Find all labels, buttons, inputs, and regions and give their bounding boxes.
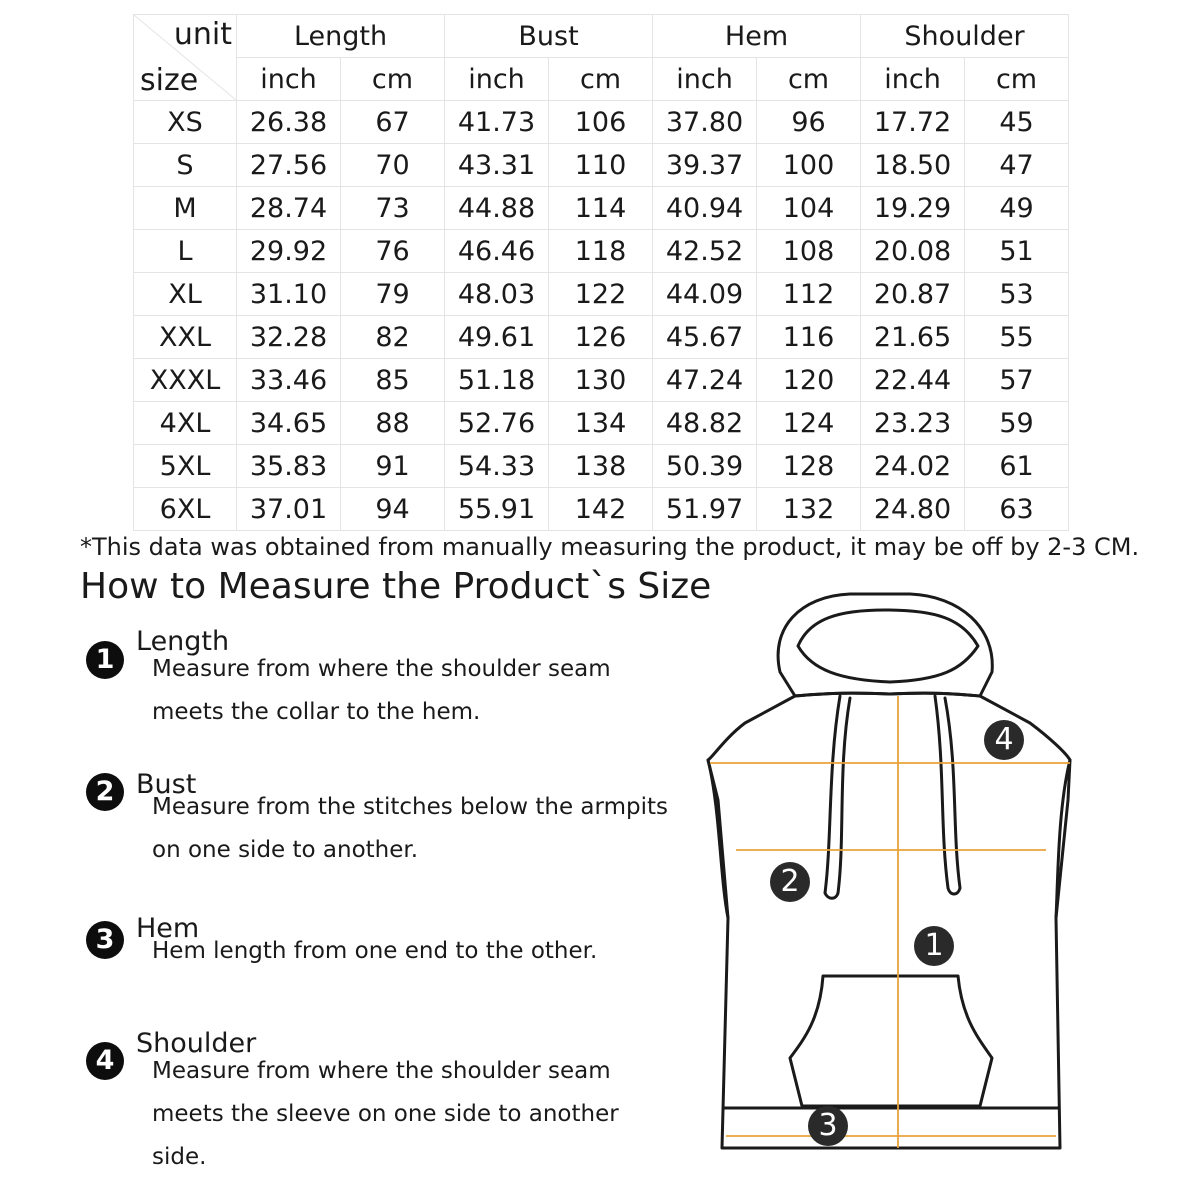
size-label: 6XL xyxy=(134,488,237,531)
measurement-cell: 19.29 xyxy=(861,187,965,230)
number-1-icon: 1 xyxy=(86,641,124,679)
callout-1-icon: 1 xyxy=(914,926,954,966)
measurement-cell: 22.44 xyxy=(861,359,965,402)
size-label: XXL xyxy=(134,316,237,359)
measurement-cell: 122 xyxy=(549,273,653,316)
measurement-cell: 29.92 xyxy=(237,230,341,273)
column-group-length: Length xyxy=(237,15,445,58)
measurement-cell: 114 xyxy=(549,187,653,230)
measurement-cell: 24.02 xyxy=(861,445,965,488)
measurement-cell: 27.56 xyxy=(237,144,341,187)
measurement-cell: 85 xyxy=(341,359,445,402)
instruction-description: Measure from where the shoulder seam meets the collar to the hem. xyxy=(152,656,611,725)
measurement-cell: 128 xyxy=(757,445,861,488)
measurement-cell: 45 xyxy=(965,101,1069,144)
measurement-cell: 138 xyxy=(549,445,653,488)
unit-header-inch: inch xyxy=(653,58,757,101)
measurement-cell: 59 xyxy=(965,402,1069,445)
size-label: XL xyxy=(134,273,237,316)
measurement-cell: 112 xyxy=(757,273,861,316)
measurement-cell: 17.72 xyxy=(861,101,965,144)
measurement-cell: 44.09 xyxy=(653,273,757,316)
measurement-cell: 55 xyxy=(965,316,1069,359)
size-label: M xyxy=(134,187,237,230)
unit-header-inch: inch xyxy=(861,58,965,101)
measurement-cell: 33.46 xyxy=(237,359,341,402)
measurement-cell: 40.94 xyxy=(653,187,757,230)
measurement-cell: 63 xyxy=(965,488,1069,531)
measurement-cell: 49 xyxy=(965,187,1069,230)
table-row xyxy=(134,230,1069,273)
measurement-cell: 37.01 xyxy=(237,488,341,531)
table-row xyxy=(134,402,1069,445)
measurement-disclaimer: *This data was obtained from manually measuring the product, it may be off by 2-3 CM. xyxy=(80,533,1140,561)
size-label: XXXL xyxy=(134,359,237,402)
measurement-cell: 31.10 xyxy=(237,273,341,316)
measurement-cell: 118 xyxy=(549,230,653,273)
table-row xyxy=(134,488,1069,531)
measurement-cell: 132 xyxy=(757,488,861,531)
measurement-cell: 53 xyxy=(965,273,1069,316)
measurement-cell: 18.50 xyxy=(861,144,965,187)
measurement-cell: 130 xyxy=(549,359,653,402)
measurement-cell: 43.31 xyxy=(445,144,549,187)
measurement-cell: 79 xyxy=(341,273,445,316)
unit-header-cm: cm xyxy=(549,58,653,101)
measurement-cell: 52.76 xyxy=(445,402,549,445)
sleeveless-hoodie-diagram xyxy=(700,588,1080,1178)
measurement-cell: 50.39 xyxy=(653,445,757,488)
measurement-cell: 44.88 xyxy=(445,187,549,230)
section-heading: How to Measure the Product`s Size xyxy=(80,566,712,607)
unit-header-inch: inch xyxy=(445,58,549,101)
callout-4-icon: 4 xyxy=(984,720,1024,760)
measurement-cell: 39.37 xyxy=(653,144,757,187)
size-label: L xyxy=(134,230,237,273)
table-body xyxy=(134,101,1069,531)
measurement-cell: 24.80 xyxy=(861,488,965,531)
measurement-cell: 23.23 xyxy=(861,402,965,445)
unit-header-cm: cm xyxy=(341,58,445,101)
number-3-icon: 3 xyxy=(86,921,124,959)
measurement-cell: 82 xyxy=(341,316,445,359)
measurement-cell: 134 xyxy=(549,402,653,445)
instruction-title: Hem xyxy=(136,913,200,944)
measurement-cell: 73 xyxy=(341,187,445,230)
measurement-cell: 91 xyxy=(341,445,445,488)
size-chart-table xyxy=(133,14,1069,531)
measurement-cell: 120 xyxy=(757,359,861,402)
size-label: 5XL xyxy=(134,445,237,488)
table-unit-header-row xyxy=(134,58,1069,101)
measurement-cell: 106 xyxy=(549,101,653,144)
measurement-cell: 88 xyxy=(341,402,445,445)
number-2-icon: 2 xyxy=(86,773,124,811)
callout-3-icon: 3 xyxy=(808,1106,848,1146)
measurement-cell: 26.38 xyxy=(237,101,341,144)
measurement-cell: 35.83 xyxy=(237,445,341,488)
size-label: XS xyxy=(134,101,237,144)
size-label: 4XL xyxy=(134,402,237,445)
measurement-cell: 70 xyxy=(341,144,445,187)
measurement-cell: 51.18 xyxy=(445,359,549,402)
column-group-bust: Bust xyxy=(445,15,653,58)
measurement-cell: 51.97 xyxy=(653,488,757,531)
measurement-cell: 61 xyxy=(965,445,1069,488)
measurement-cell: 116 xyxy=(757,316,861,359)
column-group-shoulder: Shoulder xyxy=(861,15,1069,58)
corner-size-label: size xyxy=(140,63,199,98)
unit-header-inch: inch xyxy=(237,58,341,101)
callout-2-icon: 2 xyxy=(770,862,810,902)
measurement-cell: 47.24 xyxy=(653,359,757,402)
table-row xyxy=(134,273,1069,316)
measurement-cell: 41.73 xyxy=(445,101,549,144)
measurement-cell: 108 xyxy=(757,230,861,273)
instruction-title: Length xyxy=(136,626,230,657)
measurement-cell: 42.52 xyxy=(653,230,757,273)
table-row xyxy=(134,359,1069,402)
measurement-cell: 45.67 xyxy=(653,316,757,359)
measurement-cell: 51 xyxy=(965,230,1069,273)
measurement-cell: 48.03 xyxy=(445,273,549,316)
table-row xyxy=(134,316,1069,359)
table-group-header-row xyxy=(134,15,1069,58)
measurement-cell: 46.46 xyxy=(445,230,549,273)
measurement-cell: 55.91 xyxy=(445,488,549,531)
table-row xyxy=(134,144,1069,187)
column-group-hem: Hem xyxy=(653,15,861,58)
instruction-title: Bust xyxy=(136,769,197,800)
instruction-description: Hem length from one end to the other. xyxy=(152,938,598,964)
measurement-cell: 54.33 xyxy=(445,445,549,488)
measurement-cell: 34.65 xyxy=(237,402,341,445)
table-row xyxy=(134,187,1069,230)
hoodie-outline-illustration xyxy=(700,588,1080,1178)
measurement-cell: 47 xyxy=(965,144,1069,187)
unit-header-cm: cm xyxy=(757,58,861,101)
measurement-cell: 37.80 xyxy=(653,101,757,144)
table-row xyxy=(134,101,1069,144)
measurement-cell: 20.08 xyxy=(861,230,965,273)
unit-header-cm: cm xyxy=(965,58,1069,101)
measurement-cell: 57 xyxy=(965,359,1069,402)
measurement-cell: 67 xyxy=(341,101,445,144)
corner-unit-label: unit xyxy=(173,17,232,52)
measurement-cell: 76 xyxy=(341,230,445,273)
instruction-title: Shoulder xyxy=(136,1028,257,1059)
table-row xyxy=(134,445,1069,488)
number-4-icon: 4 xyxy=(86,1042,124,1080)
table-corner-cell xyxy=(134,15,237,101)
measurement-cell: 96 xyxy=(757,101,861,144)
measurement-cell: 48.82 xyxy=(653,402,757,445)
measurement-cell: 126 xyxy=(549,316,653,359)
measurement-cell: 110 xyxy=(549,144,653,187)
measurement-cell: 49.61 xyxy=(445,316,549,359)
measurement-cell: 28.74 xyxy=(237,187,341,230)
size-label: S xyxy=(134,144,237,187)
measurement-cell: 32.28 xyxy=(237,316,341,359)
measurement-cell: 20.87 xyxy=(861,273,965,316)
measurement-cell: 100 xyxy=(757,144,861,187)
instruction-description: Measure from where the shoulder seam meets the sleeve on one side to another side. xyxy=(152,1058,619,1170)
measurement-cell: 104 xyxy=(757,187,861,230)
measurement-cell: 94 xyxy=(341,488,445,531)
measurement-cell: 142 xyxy=(549,488,653,531)
measurement-cell: 21.65 xyxy=(861,316,965,359)
instruction-description: Measure from the stitches below the armpits on one side to another. xyxy=(152,794,668,863)
measurement-cell: 124 xyxy=(757,402,861,445)
